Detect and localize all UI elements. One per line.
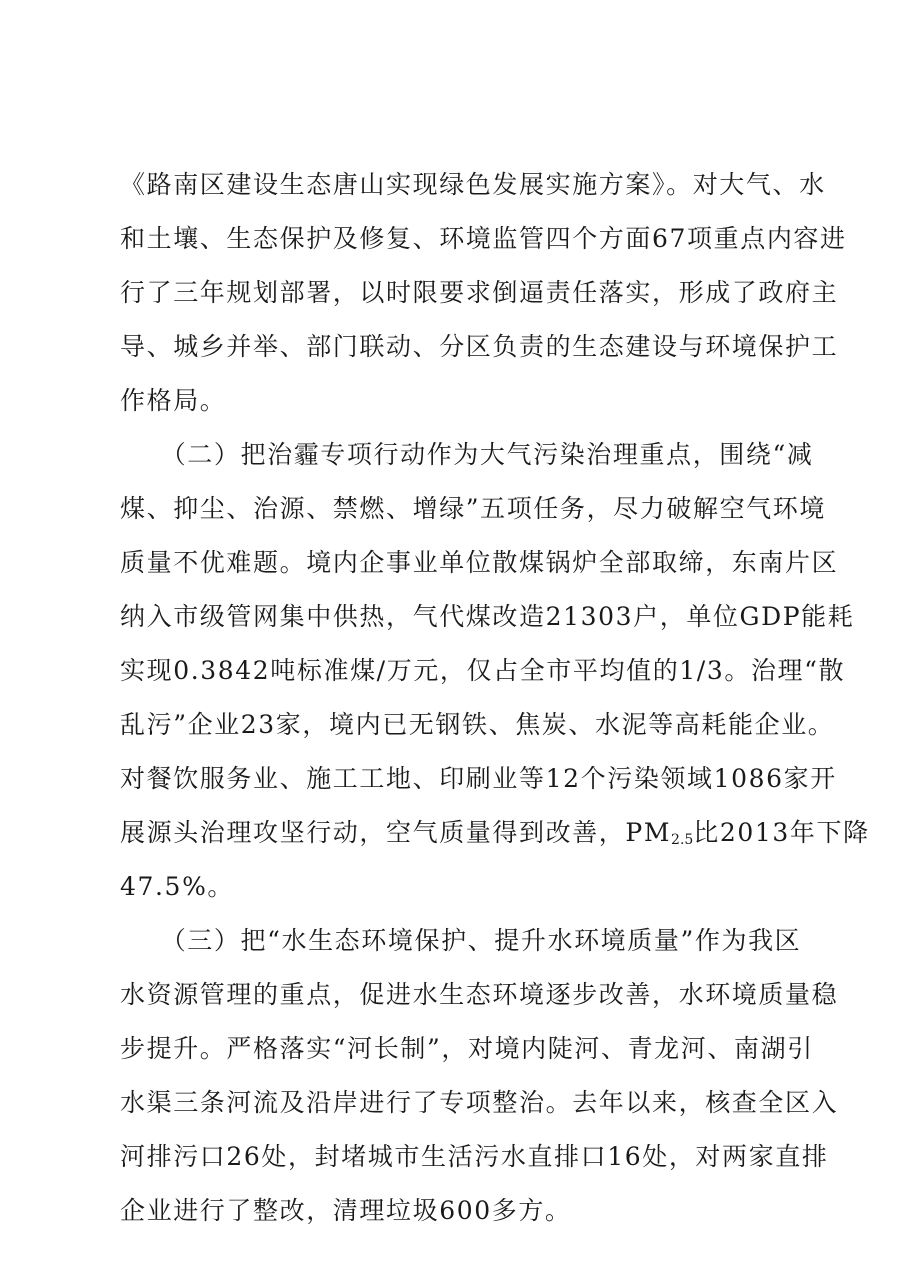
text-line: 水资源管理的重点，促进水生态环境逐步改善，水环境质量稳 <box>120 980 839 1009</box>
text-line: 对餐饮服务业、施工工地、印刷业等12个污染领域1086家开 <box>120 764 837 793</box>
pm-subscript: 2.5 <box>671 832 694 848</box>
text-line: 河排污口26处，封堵城市生活污水直排口16处，对两家直排 <box>120 1142 829 1171</box>
text-line: 作格局。 <box>120 386 227 415</box>
text-line: 47.5%。 <box>120 872 235 901</box>
pm-line-before: 展源头治理攻坚行动，空气质量得到改善，PM <box>120 818 672 847</box>
text-line: 实现0.3842吨标准煤/万元，仅占全市平均值的1/3。治理“散 <box>120 656 846 685</box>
text-line: 质量不优难题。境内企事业单位散煤锅炉全部取缔，东南片区 <box>120 548 839 577</box>
paragraph-2-heading-line: （二）把治霾专项行动作为大气污染治理重点，围绕“减 <box>120 440 814 469</box>
paragraph-3-heading-line: （三）把“水生态环境保护、提升水环境质量”作为我区 <box>120 926 802 955</box>
text-line: 导、城乡并举、部门联动、分区负责的生态建设与环境保护工 <box>120 332 839 361</box>
text-line: 水渠三条河流及沿岸进行了专项整治。去年以来，核查全区入 <box>120 1088 839 1117</box>
text-line: 和土壤、生态保护及修复、环境监管四个方面67项重点内容进 <box>120 224 847 253</box>
text-line: 《路南区建设生态唐山实现绿色发展实施方案》。对大气、水 <box>120 170 826 199</box>
text-line: 企业进行了整改，清理垃圾600多方。 <box>120 1196 572 1225</box>
text-line: 乱污”企业23家，境内已无钢铁、焦炭、水泥等高耗能企业。 <box>120 710 835 739</box>
pm-line-after: 比2013年下降 <box>693 818 870 847</box>
text-line: 行了三年规划部署，以时限要求倒逼责任落实，形成了政府主 <box>120 278 839 307</box>
text-line: 煤、抑尘、治源、禁燃、增绿”五项任务，尽力破解空气环境 <box>120 494 826 523</box>
pm25-text-line <box>120 818 870 855</box>
text-line: 步提升。严格落实“河长制”，对境内陡河、青龙河、南湖引 <box>120 1034 814 1063</box>
text-line: 纳入市级管网集中供热，气代煤改造21303户，单位GDP能耗 <box>120 602 855 631</box>
